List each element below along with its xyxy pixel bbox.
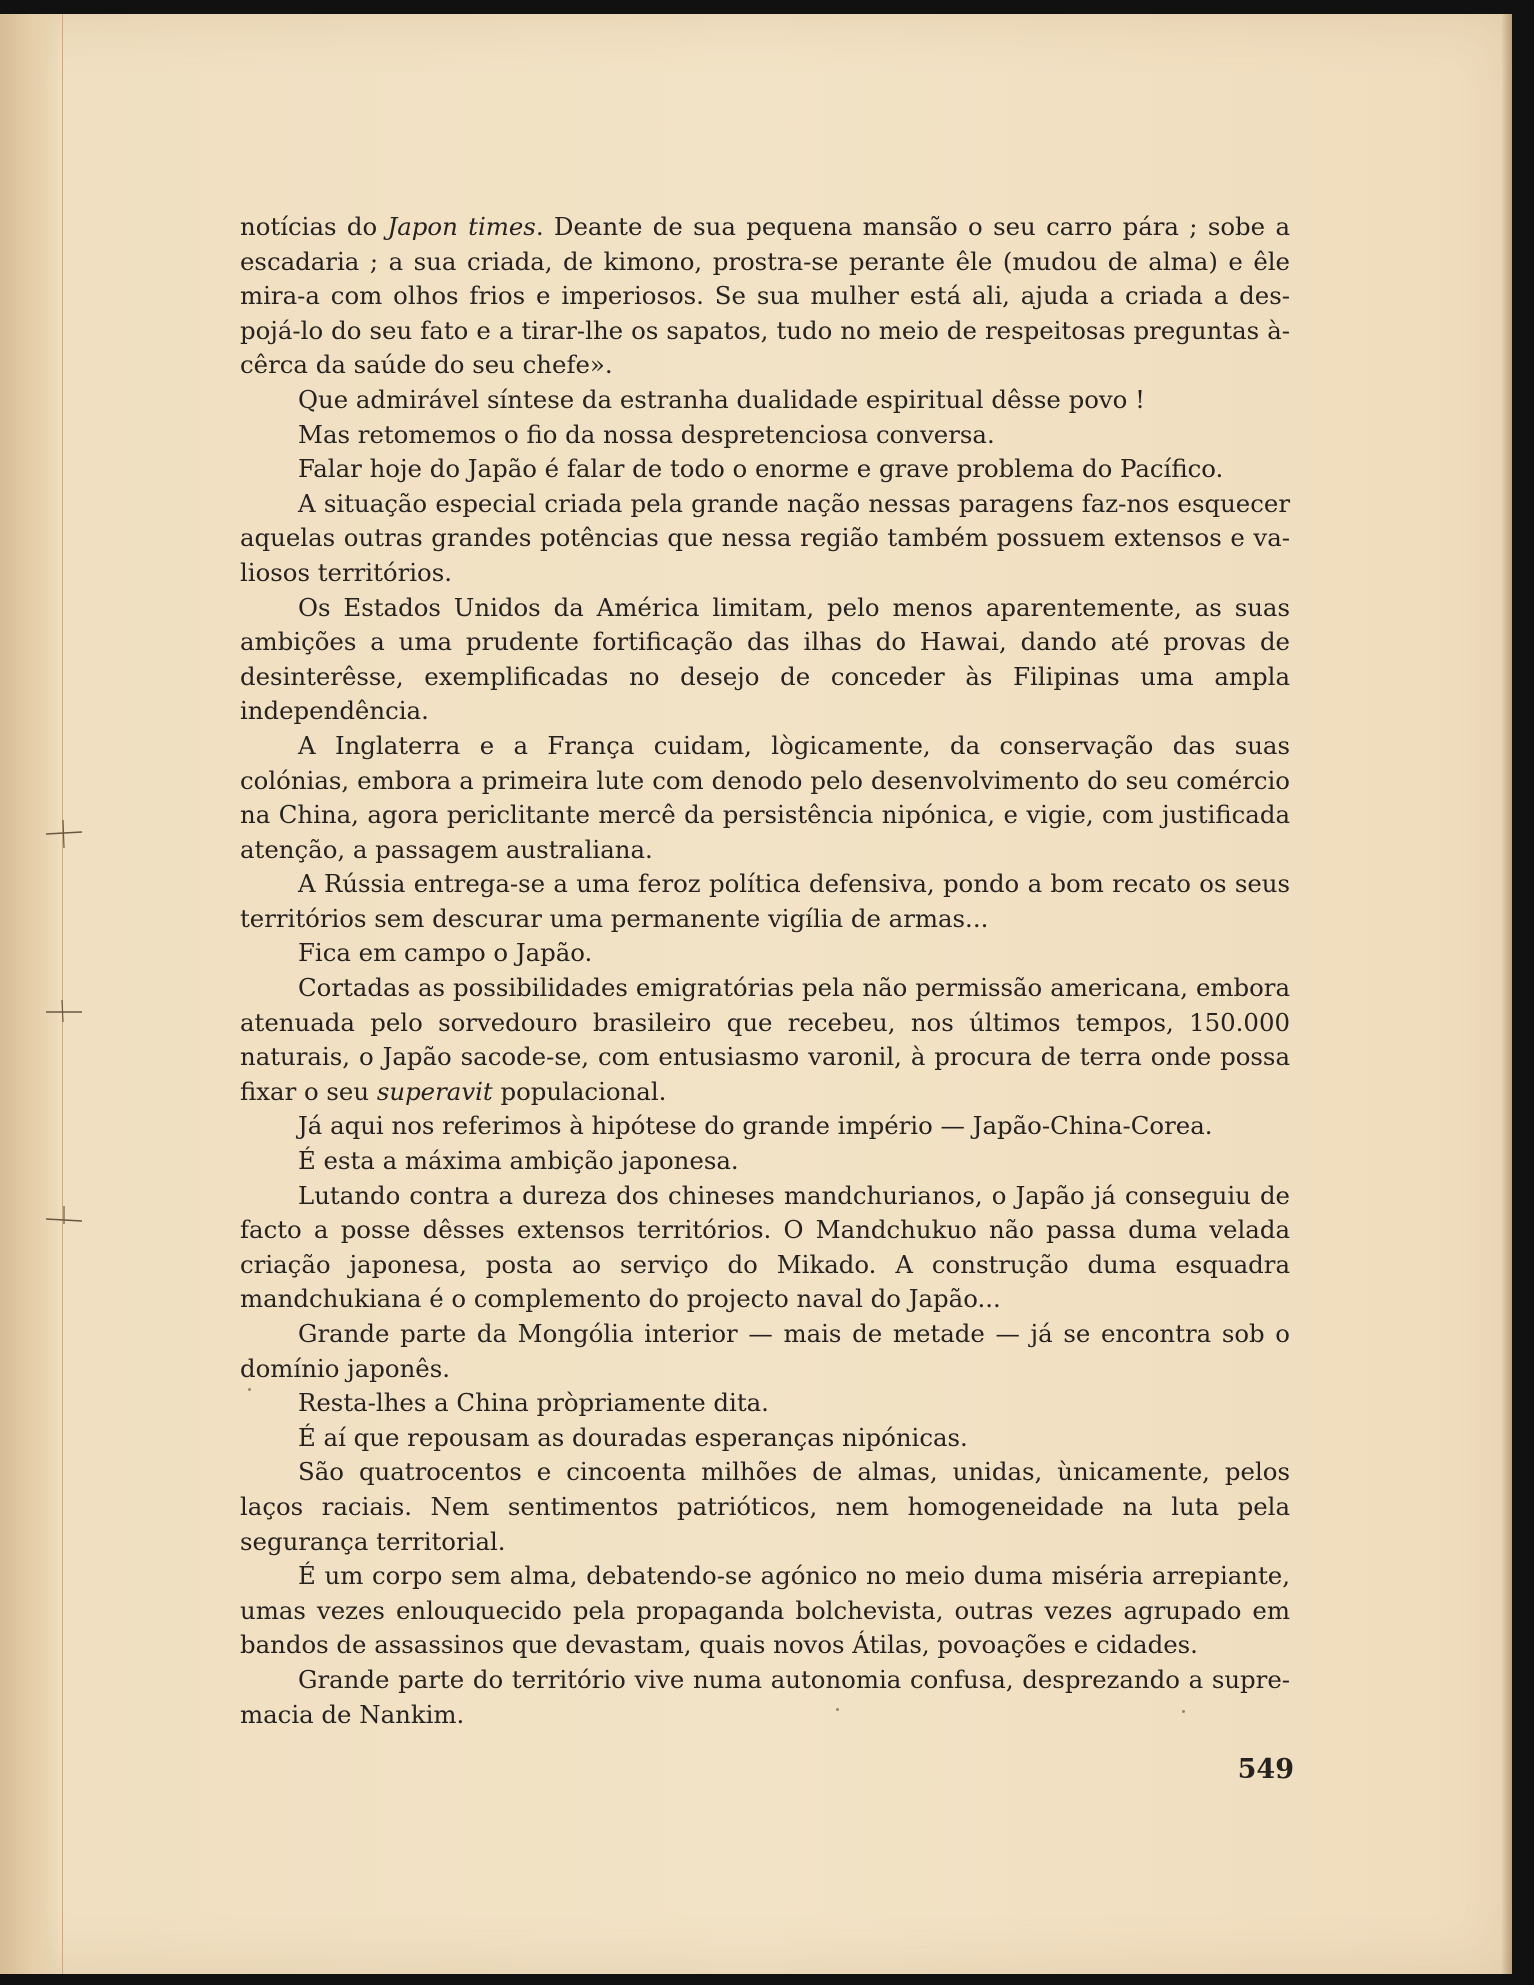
paragraph-text: É aí que repousam as douradas esperanças nipónicas. (298, 1422, 968, 1452)
body-paragraph (240, 383, 1290, 418)
paragraph-text: A Inglaterra e a França cuidam, lògicamente, da conservação das suas colónias, embora a primeira lute com denodo pelo desenvolvimento do seu comércio na China, agora periclitante mercê da persistência nipónica, e vigie, com justificada atenção, a passagem australiana. (240, 730, 1290, 864)
body-paragraph (240, 1317, 1290, 1386)
body-paragraph (240, 1179, 1290, 1317)
paragraph-text: Mas retomemos o fio da nossa despretenciosa conversa. (298, 419, 995, 449)
paragraph-text: Fica em campo o Japão. (298, 938, 593, 968)
paragraph-text: A situação especial criada pela grande nação nessas paragens faz-nos esquecer aquelas outras grandes potências que nessa região também possuem extensos e valiosos territórios. (240, 488, 1290, 587)
body-paragraph (240, 1559, 1290, 1663)
body-paragraph (240, 867, 1290, 936)
paragraph-text: populacional. (492, 1076, 667, 1106)
paragraph-text: Resta-lhes a China pròpriamente dita. (298, 1388, 769, 1418)
paragraph-text: Cortadas as possibilidades emigratórias pela não permissão americana, embora atenuada pelo sorvedouro brasileiro que recebeu, nos últimos tempos, 150.000 naturais, o Japão sacode-se, com entusiasmo varonil, à procura de terra onde possa fixar o seu (240, 973, 1290, 1106)
body-paragraph (240, 1386, 1290, 1421)
paragraph-text: A Rússia entrega-se a uma feroz política defensiva, pondo a bom recato os seus territórios sem descurar uma permanente vigília de armas... (240, 869, 1290, 933)
paragraph-text: São quatrocentos e cincoenta milhões de almas, unidas, ùnicamente, pelos laços raciais. Nem sentimentos patrióticos, nem homogeneidade na luta pela segurança territorial. (240, 1457, 1290, 1556)
body-paragraph (240, 1663, 1290, 1732)
paragraph-text: É esta a máxima ambição japonesa. (298, 1146, 739, 1176)
binding-stitch-mark (44, 992, 84, 1032)
body-paragraph (240, 210, 1290, 383)
paragraph-text: Falar hoje do Japão é falar de todo o enorme e grave problema do Pacífico. (298, 454, 1224, 484)
paragraph-text: Os Estados Unidos da América limitam, pelo menos aparentemente, as suas ambições a uma prudente fortificação das ilhas do Hawai, dando até provas de desinterêsse, exemplificadas no desejo de conceder às Filipinas uma ampla independência. (240, 592, 1290, 726)
paragraph-text: Grande parte do território vive numa autonomia confusa, desprezando a supremacia de Nankim. (240, 1664, 1290, 1729)
page-number: 549 (1237, 1754, 1294, 1785)
paragraph-text: Lutando contra a dureza dos chineses mandchurianos, o Japão já conseguiu de facto a posse dêsses extensos territórios. O Mandchukuo não passa duma velada criação japonesa, posta ao serviço do Mikado. A construção duma esquadra mandchukiana é o complemento do projecto naval do Japão... (240, 1180, 1290, 1314)
body-paragraph (240, 936, 1290, 971)
italic-text: superavit (376, 1076, 493, 1106)
paper-speck (836, 1708, 839, 1711)
paragraph-text: Já aqui nos referimos à hipótese do grande império — Japão-China-Corea. (298, 1111, 1213, 1141)
paragraph-text: notícias do (240, 212, 388, 241)
body-paragraph (240, 418, 1290, 453)
body-paragraph (240, 1421, 1290, 1456)
body-paragraph (240, 591, 1290, 729)
binding-stitch-mark (44, 1200, 84, 1240)
body-paragraph (240, 971, 1290, 1109)
book-page (0, 14, 1512, 1974)
paper-speck (248, 1388, 251, 1391)
body-paragraph (240, 1109, 1290, 1144)
paragraph-text: . Deante de sua pequena mansão o seu carro pára ; sobe a escadaria ; a sua criada, de kimono, prostra-se perante êle (mudou de alma) e êle mira-a com olhos frios e imperiosos. Se sua mulher está ali, ajuda a criada a despojá-lo do seu fato e a tirar-lhe os sapatos, tudo no meio de respeitosas preguntas à-cêrca da saúde do seu chefe». (240, 212, 1290, 380)
body-paragraph (240, 452, 1290, 487)
paper-speck (1182, 1710, 1185, 1713)
italic-text: Japon times (387, 212, 536, 241)
paragraph-text: Que admirável síntese da estranha dualidade espiritual dêsse povo ! (298, 384, 1145, 414)
page-body-text (240, 210, 1290, 1732)
page-edge-shadow (1502, 14, 1512, 1974)
body-paragraph (240, 729, 1290, 867)
body-paragraph (240, 1144, 1290, 1179)
paragraph-text: Grande parte da Mongólia interior — mais de metade — já se encontra sob o domínio japonês. (240, 1319, 1290, 1383)
binding-stitch-mark (44, 814, 84, 854)
body-paragraph (240, 487, 1290, 591)
paragraph-text: É um corpo sem alma, debatendo-se agónico no meio duma miséria arrepiante, umas vezes enlouquecido pela propaganda bolchevista, outras vezes agrupado em bandos de assassinos que devastam, quais novos Átilas, povoações e cidades. (240, 1561, 1290, 1660)
body-paragraph (240, 1455, 1290, 1559)
